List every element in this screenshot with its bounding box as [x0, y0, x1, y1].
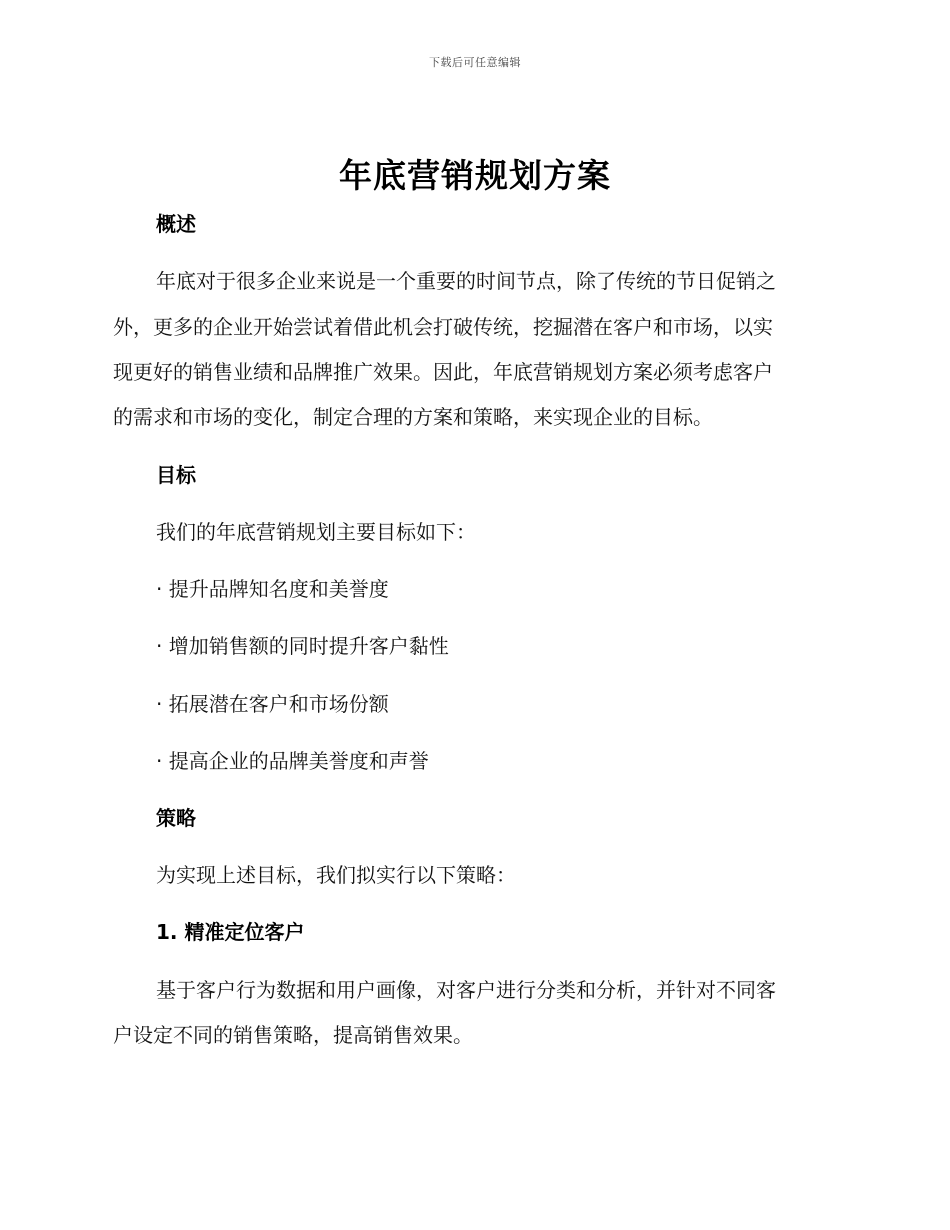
targeting-line-2: 户设定不同的销售策略，提高销售效果。	[113, 1023, 473, 1047]
section-heading-strategy: 策略	[156, 806, 196, 830]
goals-intro: 我们的年底营销规划主要目标如下：	[156, 520, 476, 544]
goal-item: · 拓展潜在客户和市场份额	[156, 692, 389, 716]
overview-line-1: 年底对于很多企业来说是一个重要的时间节点，除了传统的节日促销之	[156, 269, 776, 293]
overview-line-4: 的需求和市场的变化，制定合理的方案和策略，来实现企业的目标。	[113, 405, 713, 429]
strategy-intro: 为实现上述目标，我们拟实行以下策略：	[156, 863, 516, 887]
subsection-heading-targeting: 1. 精准定位客户	[156, 920, 305, 944]
document-title: 年底营销规划方案	[339, 156, 611, 195]
goal-item: · 增加销售额的同时提升客户黏性	[156, 634, 449, 658]
goal-item: · 提升品牌知名度和美誉度	[156, 577, 389, 601]
section-heading-goals: 目标	[156, 463, 196, 487]
overview-line-3: 现更好的销售业绩和品牌推广效果。因此，年底营销规划方案必须考虑客户	[113, 360, 773, 384]
goal-item: · 提高企业的品牌美誉度和声誉	[156, 749, 429, 773]
targeting-line-1: 基于客户行为数据和用户画像，对客户进行分类和分析，并针对不同客	[156, 978, 776, 1002]
overview-line-2: 外，更多的企业开始尝试着借此机会打破传统，挖掘潜在客户和市场，以实	[113, 315, 773, 339]
section-heading-overview: 概述	[156, 212, 196, 236]
header-note: 下载后可任意编辑	[429, 56, 521, 69]
